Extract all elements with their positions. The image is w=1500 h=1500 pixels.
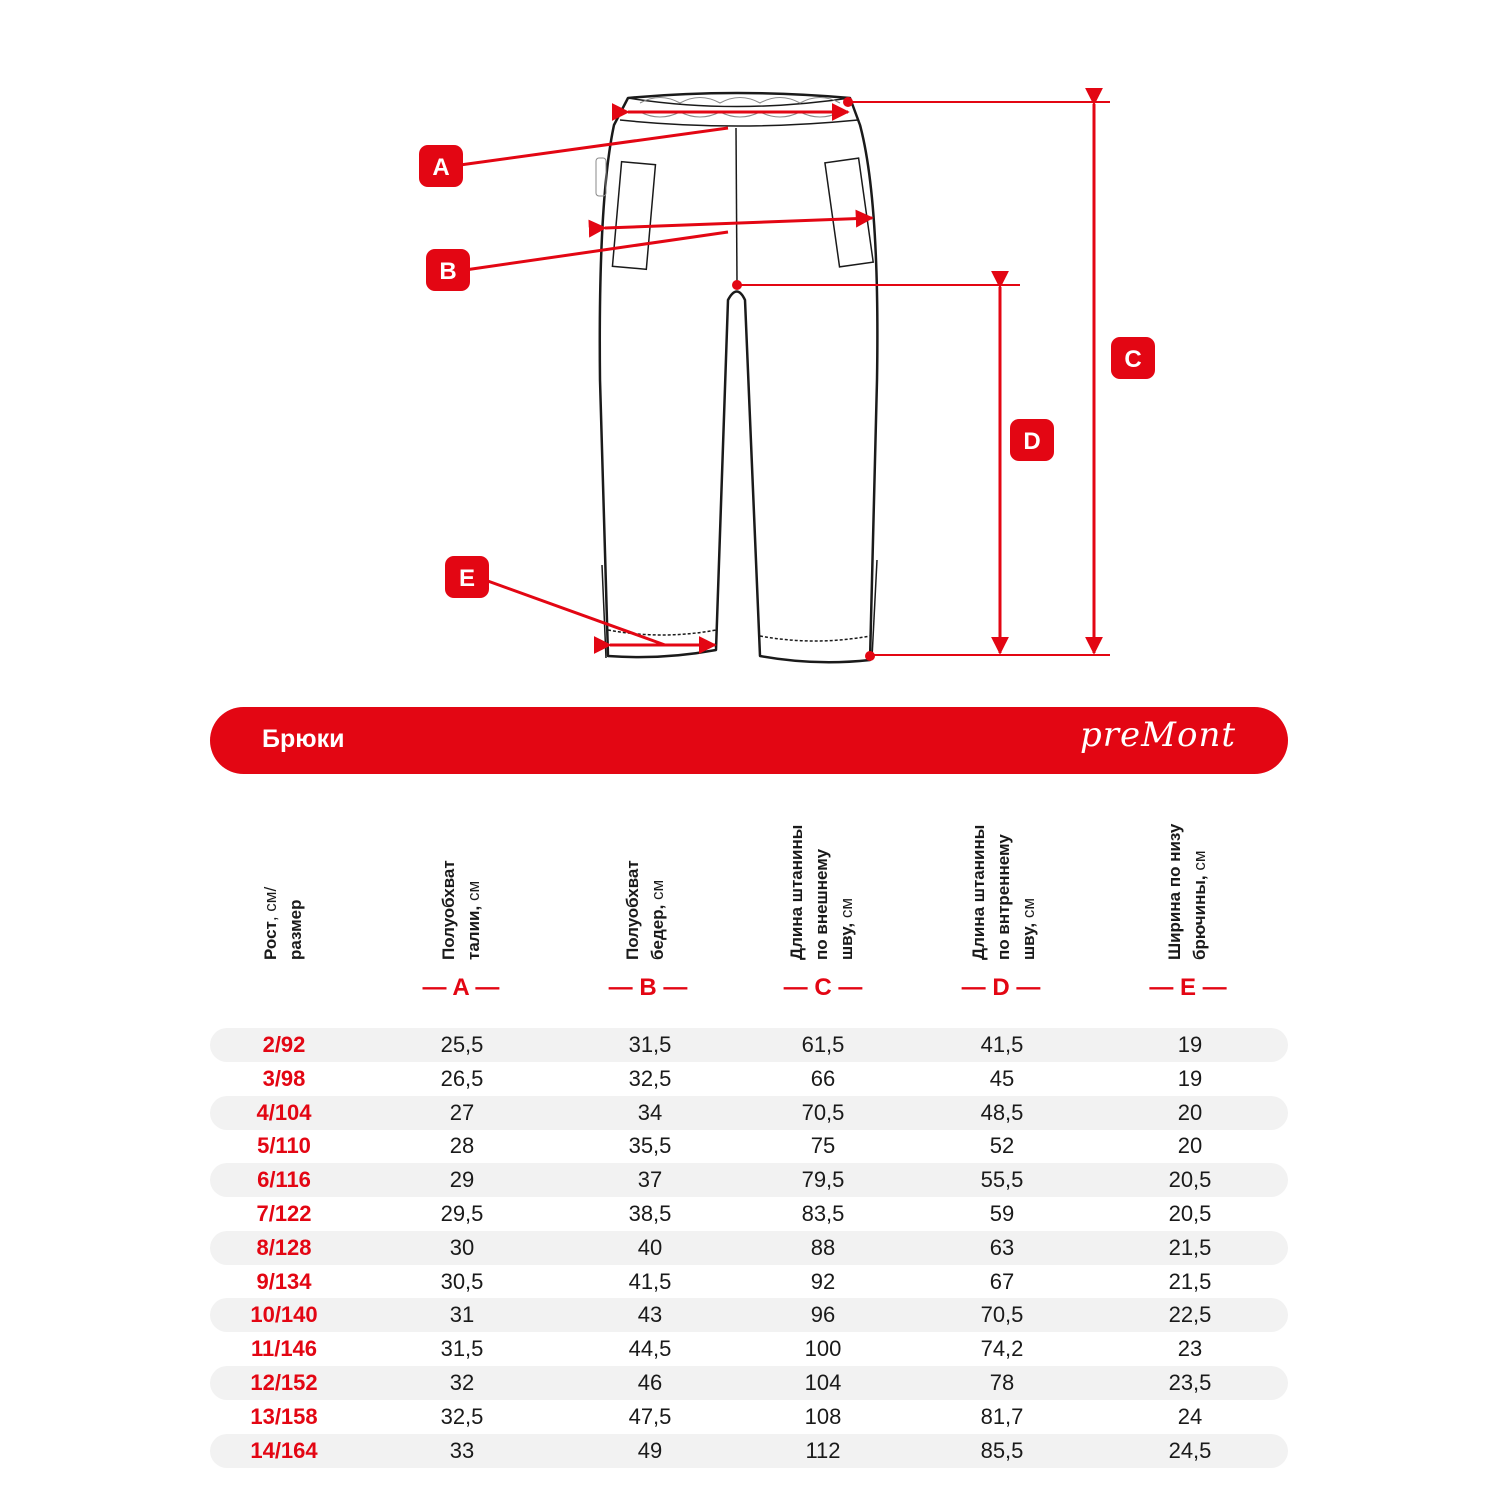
table-row [210, 1265, 1288, 1299]
label-e-badge [445, 556, 489, 598]
measurement-cell: 29 [449, 1167, 475, 1193]
measurement-cell: 70,5 [980, 1302, 1024, 1328]
measurement-cell: 27 [449, 1099, 475, 1125]
pants-outline [600, 93, 878, 662]
column-letter-c: — C — [783, 974, 863, 1001]
measurement-cell: 78 [989, 1370, 1015, 1395]
pants-diagram [0, 0, 1500, 700]
measurement-cell: 44,5 [628, 1336, 672, 1362]
measurement-cell: 47,5 [628, 1403, 672, 1429]
column-header-e: Ширина по низу брючины, см [1165, 823, 1209, 960]
measurement-cell: 25,5 [440, 1032, 484, 1057]
measurement-cell: 52 [989, 1133, 1015, 1159]
measurement-cell: 31,5 [628, 1032, 672, 1057]
measurement-cell: 61,5 [801, 1032, 845, 1057]
measurement-cell: 30 [449, 1234, 475, 1260]
column-letter-b: — B — [608, 974, 688, 1001]
column-header-a: Полуобхват талии, см [439, 860, 483, 960]
measurement-cell: 100 [804, 1336, 842, 1362]
column-header-b: Полуобхват бедер, см [623, 860, 667, 960]
table-row [210, 1434, 1288, 1468]
table-row [210, 1400, 1288, 1434]
measurement-cell: 19 [1177, 1065, 1203, 1091]
measurement-cell: 31 [449, 1302, 475, 1328]
measurement-cell: 28 [449, 1133, 475, 1159]
measurement-cell: 26,5 [440, 1065, 484, 1091]
column-letter-e: — E — [1149, 974, 1227, 1001]
measurement-cell: 32,5 [440, 1403, 484, 1429]
label-e: E [458, 565, 476, 592]
measurement-cell: 20 [1177, 1133, 1203, 1159]
measurement-cell: 74,2 [980, 1336, 1024, 1362]
measurement-cell: 59 [989, 1201, 1015, 1226]
measurement-cell: 29,5 [440, 1201, 484, 1226]
measurement-cell: 41,5 [980, 1032, 1024, 1057]
column-header-c: Длина штанины по внешнему шву, см [787, 824, 856, 960]
measurement-cell: 112 [805, 1437, 841, 1463]
label-a: A [432, 154, 450, 181]
measurement-cell: 83,5 [801, 1201, 845, 1226]
table-row [210, 1028, 1288, 1062]
size-cell: 8/128 [256, 1234, 312, 1260]
measurement-cell: 33 [449, 1437, 475, 1463]
measurement-cell: 37 [637, 1167, 663, 1193]
measurement-cell: 32,5 [628, 1065, 672, 1091]
measurement-cell: 21,5 [1168, 1268, 1212, 1294]
title-banner [210, 707, 1288, 774]
table-row [210, 1129, 1288, 1163]
size-cell: 12/152 [250, 1370, 318, 1395]
column-header-d: Длина штанины по внтреннему шву, см [969, 824, 1038, 960]
measurement-cell: 55,5 [980, 1167, 1024, 1193]
measurement-cell: 23 [1177, 1336, 1203, 1362]
size-cell: 13/158 [250, 1403, 318, 1429]
table-row [210, 1096, 1288, 1130]
size-cell: 6/116 [257, 1167, 311, 1193]
label-d-badge [1010, 419, 1054, 461]
measurement-cell: 81,7 [980, 1403, 1024, 1429]
measurement-cell: 104 [804, 1370, 842, 1395]
label-c-badge [1111, 337, 1155, 379]
table-row [210, 1298, 1288, 1332]
banner-title: Брюки [262, 725, 345, 753]
table-row [210, 1332, 1288, 1366]
size-cell: 11/146 [250, 1336, 318, 1362]
measurement-cell: 43 [637, 1302, 663, 1328]
size-cell: 7/122 [256, 1201, 312, 1226]
measurement-cell: 79,5 [801, 1167, 845, 1193]
measurement-cell: 96 [810, 1302, 836, 1328]
measurement-cell: 35,5 [628, 1133, 672, 1159]
measurement-cell: 70,5 [801, 1099, 845, 1125]
measurement-cell: 19 [1177, 1032, 1203, 1057]
measurement-cell: 49 [637, 1437, 663, 1463]
size-cell: 3/98 [262, 1065, 306, 1091]
measurement-cell: 67 [989, 1268, 1015, 1294]
measurement-cell: 66 [810, 1065, 836, 1091]
measurement-cell: 22,5 [1168, 1302, 1212, 1328]
measurement-cell: 20,5 [1168, 1201, 1212, 1226]
measurement-cell: 45 [989, 1065, 1015, 1091]
measurement-cell: 38,5 [628, 1201, 672, 1226]
measurement-cell: 63 [989, 1234, 1015, 1260]
size-cell: 9/134 [256, 1268, 312, 1294]
measurement-cell: 75 [810, 1133, 836, 1159]
measurement-cell: 24,5 [1168, 1437, 1212, 1463]
label-c: C [1124, 346, 1142, 373]
label-b-badge [426, 249, 470, 291]
measurement-cell: 30,5 [440, 1268, 484, 1294]
table-row [210, 1062, 1288, 1096]
label-b: B [439, 258, 457, 285]
table-row [210, 1366, 1288, 1400]
table-row [210, 1231, 1288, 1265]
measurement-cell: 23,5 [1168, 1370, 1212, 1395]
size-cell: 5/110 [257, 1133, 311, 1159]
measurement-cell: 20 [1177, 1099, 1203, 1125]
column-letter-d: — D — [961, 974, 1041, 1001]
measurement-cell: 48,5 [980, 1099, 1024, 1125]
size-cell: 10/140 [250, 1302, 318, 1328]
column-header-size: Рост, см/ размер [261, 886, 305, 960]
column-letter-a: — A — [422, 974, 500, 1001]
measurement-cell: 34 [637, 1099, 663, 1125]
measurement-cell: 108 [804, 1403, 842, 1429]
measurement-cell: 46 [637, 1370, 663, 1395]
label-d: D [1023, 428, 1041, 455]
measurement-cell: 20,5 [1168, 1167, 1212, 1193]
table-row [210, 1163, 1288, 1197]
measurement-cell: 92 [810, 1268, 836, 1294]
measurement-cell: 21,5 [1168, 1234, 1212, 1260]
measurement-cell: 24 [1177, 1403, 1203, 1429]
label-a-badge [419, 145, 463, 187]
measurement-cell: 41,5 [628, 1268, 672, 1294]
brand-logo: preMont [1080, 715, 1236, 755]
measurement-cell: 32 [449, 1370, 475, 1395]
size-cell: 2/92 [262, 1032, 306, 1057]
table-row [210, 1197, 1288, 1231]
measurement-cell: 85,5 [980, 1437, 1024, 1463]
size-cell: 14/164 [250, 1437, 318, 1463]
measurement-cell: 88 [810, 1234, 836, 1260]
size-cell: 4/104 [256, 1099, 312, 1125]
measurement-cell: 40 [637, 1234, 663, 1260]
measurement-cell: 31,5 [440, 1336, 484, 1362]
